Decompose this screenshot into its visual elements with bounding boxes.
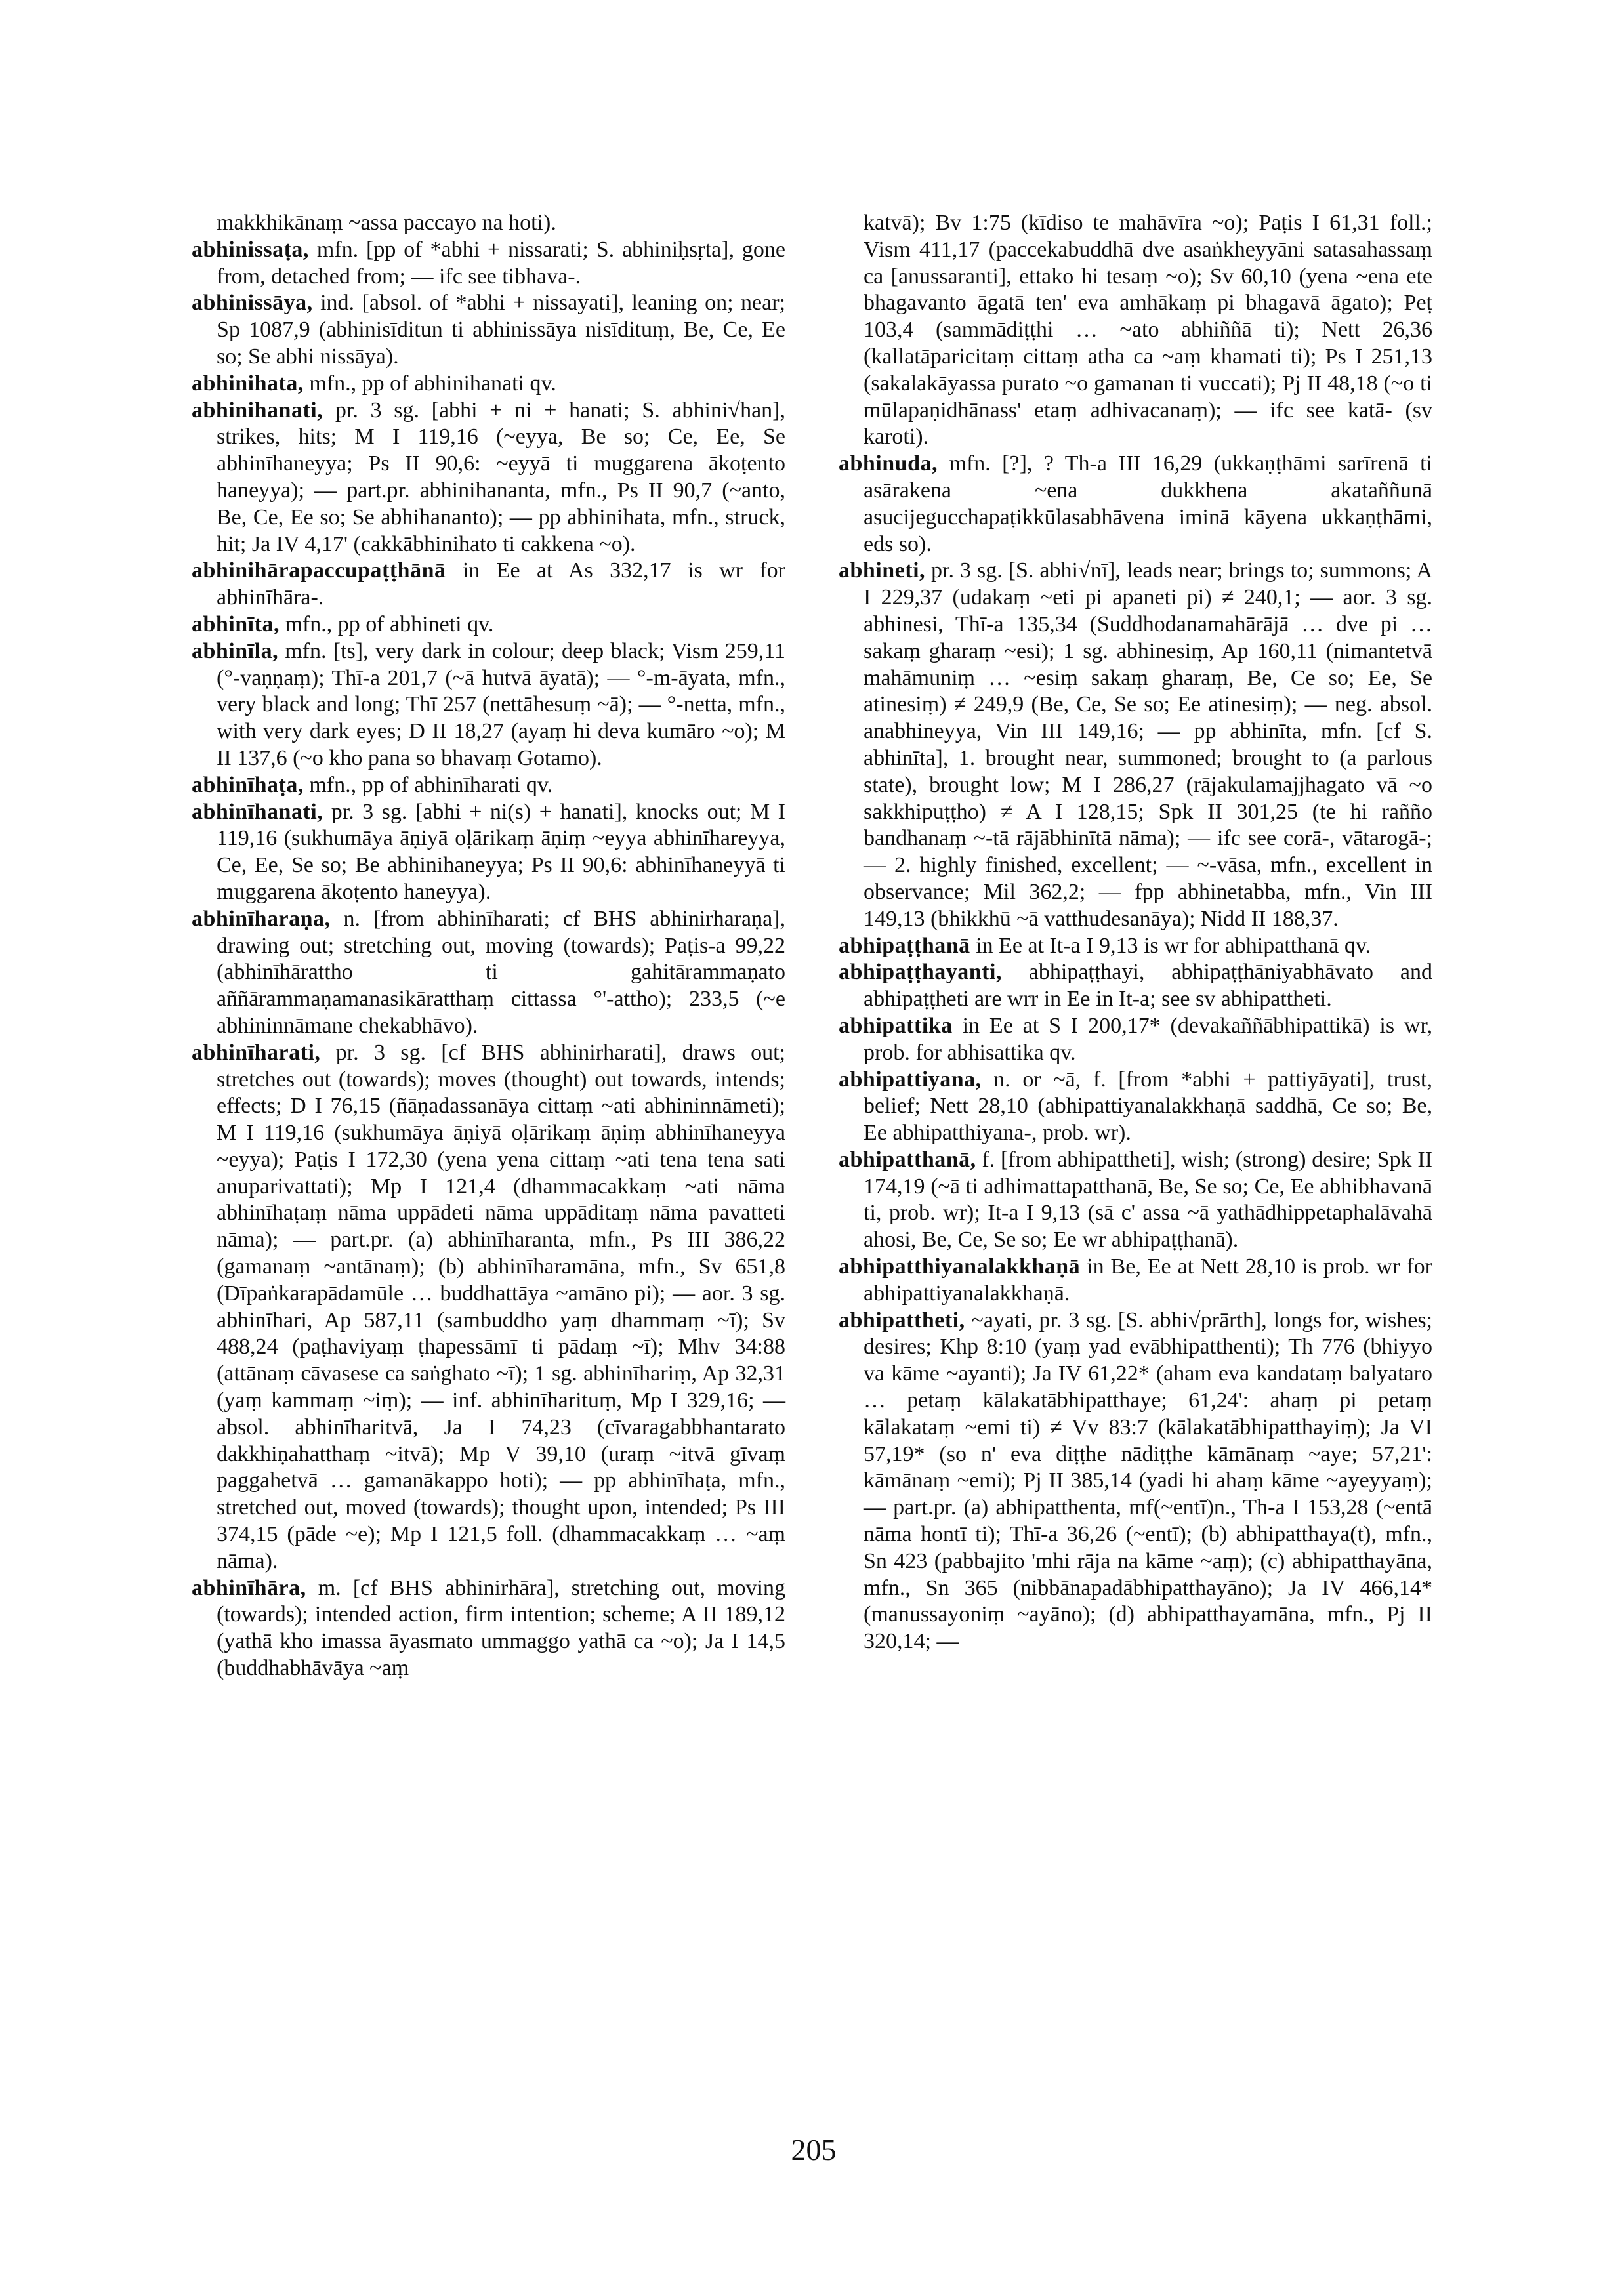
entry-text: makkhikānaṃ ~assa paccayo na hoti).	[217, 211, 556, 235]
entry-text: in Be, Ee at Nett 28,10 is prob. wr for abhipattiyanalakkhaṇā.	[864, 1254, 1432, 1306]
entry-text: n. or ~ā, f. [from *abhi + pattiyāyati], trust, belief; Nett 28,10 (abhipattiyanalakkhaṇā saddhā, Ce so; Be, Ee abhipatthiyana-, prob. wr).	[864, 1067, 1432, 1146]
dictionary-entry	[839, 451, 1432, 558]
entry-text: pr. 3 sg. [abhi + ni(s) + hanati], knocks out; M I 119,16 (sukhumāya āṇiyā oḷārikaṃ āṇiṃ ~eyya abhinīhareyya, Ce, Ee, Se so; Be abhinihaneyya; Ps II 90,6: abhinīhaneyyā ti muggarena ākoṭento haneyya).	[217, 799, 785, 904]
entry-text: n. [from abhinīharati; cf BHS abhinirharaṇa], drawing out; stretching out, moving (towards); Paṭis-a 99,22 (abhinīhārattho ti gahitārammaṇato aññārammaṇamanasikāratthaṃ cittassa °'-attho); 233,5 (~e abhininnāmane chekabhāvo).	[217, 906, 785, 1038]
entry-text: mfn., pp of abhineti qv.	[279, 611, 494, 636]
entry-headword: abhipatthiyanalakkhaṇā	[839, 1254, 1081, 1279]
entry-text: ind. [absol. of *abhi + nissayati], leaning on; near; Sp 1087,9 (abhinisīditun ti abhinissāya nisīdituṃ, Be, Ce, Ee so; Se abhi nissāya).	[217, 291, 785, 369]
entry-headword: abhinīhaṭa,	[192, 772, 304, 797]
dictionary-entry	[192, 237, 785, 291]
right-column	[839, 210, 1432, 1655]
entry-text: mfn. [pp of *abhi + nissarati; S. abhiniḥsṛta], gone from, detached from; — ifc see tibhava-.	[217, 237, 785, 289]
entry-headword: abhipattika	[839, 1013, 953, 1038]
entry-text: pr. 3 sg. [abhi + ni + hanati; S. abhini√han], strikes, hits; M I 119,16 (~eyya, Be so; Ce, Ee, Se abhinīhaneyya; Ps II 90,6: ~eyyā ti muggarena ākoṭento haneyya); — part.pr. abhinihananta, mfn., Ps II 90,7 (~anto, Be, Ce, Ee so; Se abhihananto); — pp abhinihata, mfn., struck, hit; Ja IV 4,17' (cakkābhinihato ti cakkena ~o).	[217, 398, 785, 556]
entry-continuation	[839, 210, 1432, 451]
entry-headword: abhinuda,	[839, 451, 938, 476]
entry-continuation	[192, 210, 785, 237]
entry-headword: abhipattiyana,	[839, 1067, 982, 1092]
entry-headword: abhipatthanā,	[839, 1147, 976, 1172]
entry-headword: abhinihata,	[192, 371, 304, 396]
dictionary-entry	[192, 371, 785, 398]
entry-headword: abhipaṭṭhanā	[839, 933, 970, 958]
entry-text: pr. 3 sg. [cf BHS abhinirharati], draws out; stretches out (towards); moves (thought) out towards, intends; effects; D I 76,15 (ñāṇadassanāya cittaṃ ~ati abhininnāmeti); M I 119,16 (sukhumāya āṇiyā oḷārikaṃ āṇiṃ abhinīhaneyya ~eyya); Paṭis I 172,30 (yena yena cittaṃ ~ati tena tena sati anuparivattati); Mp I 121,4 (dhammacakkaṃ ~ati nāma abhinīhaṭaṃ nāma uppādeti nāma uppāditaṃ nāma pavatteti nāma); — part.pr. (a) abhinīharanta, mfn., Ps III 386,22 (gamanaṃ ~antānaṃ); (b) abhinīharamāna, mfn., Sv 651,8 (Dīpaṅkarapādamūle … buddhattāya ~amāno pi); — aor. 3 sg. abhinīhari, Ap 587,11 (sambuddho yaṃ dhammaṃ ~ī); Sv 488,24 (paṭhaviyaṃ ṭhapessāmī ti pādaṃ ~ī); Mhv 34:88 (attānaṃ cāvasese ca saṅghato ~ī); 1 sg. abhinīhariṃ, Ap 32,31 (yaṃ kammaṃ ~iṃ); — inf. abhinīharituṃ, Mp I 329,16; — absol. abhinīharitvā, Ja I 74,23 (cīvaragabbhantarato dakkhiṇahatthaṃ ~itvā); Mp V 39,10 (uraṃ ~itvā gīvaṃ paggahetvā … gamanākappo hoti); — pp abhinīhaṭa, mfn., stretched out, moved (towards); thought upon, intended; Ps III 374,15 (pāde ~e); Mp I 121,5 foll. (dhammacakkaṃ … ~aṃ nāma).	[217, 1040, 785, 1573]
entry-text: in Ee at As 332,17 is wr for abhinīhāra-.	[217, 558, 785, 610]
dictionary-entry	[839, 1308, 1432, 1655]
entry-headword: abhineti,	[839, 558, 926, 583]
entry-text: in Ee at S I 200,17* (devakaññābhipattikā) is wr, prob. for abhisattika qv.	[864, 1013, 1432, 1065]
dictionary-entry	[192, 906, 785, 1040]
dictionary-entry	[839, 1147, 1432, 1254]
entry-headword: abhinīhāra,	[192, 1575, 306, 1600]
entry-text: mfn. [?], ? Th-a III 16,29 (ukkaṇṭhāmi sarīrenā ti asārakena ~ena dukkhena akataññunā asucijegucchapaṭikkūlasabhāvena iminā kāyena ukkaṇṭhāmi, eds so).	[864, 451, 1432, 556]
entry-headword: abhipattheti,	[839, 1308, 965, 1333]
page-number: 205	[791, 2133, 837, 2166]
entry-headword: abhinihanati,	[192, 398, 323, 423]
entry-text: ~ayati, pr. 3 sg. [S. abhi√prārth], longs for, wishes; desires; Khp 8:10 (yaṃ yad evābhipatthenti); Th 776 (bhiyyo va kāme ~ayanti); Ja IV 61,22* (aham eva kandataṃ balyataro … petaṃ kālakatābhipatthaye; 61,24': ahaṃ pi petaṃ kālakataṃ ~emi ti) ≠ Vv 83:7 (kālakatābhipatthayiṃ); Ja VI 57,19* (so n' eva diṭṭhe nādiṭṭhe kāmānaṃ ~aye; 57,21': kāmānaṃ ~emi); Pj II 385,14 (yadi hi ahaṃ kāme ~ayeyyaṃ); — part.pr. (a) abhipatthenta, mf(~entī)n., Th-a I 153,28 (~entā nāma hontī ti); Thī-a 36,26 (~entī); (b) abhipatthaya(t), mfn., Sn 423 (pabbajito 'mhi rāja na kāme ~aṃ); (c) abhipatthayāna, mfn., Sn 365 (nibbānapadābhipatthayāno); Ja IV 466,14* (manussayoniṃ ~ayāno); (d) abhipatthayamāna, mfn., Pj II 320,14; —	[864, 1308, 1432, 1654]
entry-text: in Ee at It-a I 9,13 is wr for abhipatthanā qv.	[970, 933, 1371, 958]
entry-headword: abhinīhanati,	[192, 799, 323, 824]
entry-headword: abhipaṭṭhayanti,	[839, 960, 1002, 985]
entry-text: pr. 3 sg. [S. abhi√nī], leads near; brings to; summons; A I 229,37 (udakaṃ ~eti pi apaneti pi) ≠ 240,1; — aor. 3 sg. abhinesi, Thī-a 135,34 (Suddhodanamahārājā … dve pi … sakaṃ gharaṃ ~esi); 1 sg. abhinesiṃ, Ap 160,11 (nimantetvā mahāmuniṃ … ~esiṃ sakaṃ gharaṃ, Be, Ce so; Ee, Se atinesiṃ) ≠ 249,9 (Be, Ce, Se so; Ee atinesiṃ); — neg. absol. anabhineyya, Vin III 149,16; — pp abhinīta, mfn. [cf S. abhinīta], 1. brought near, summoned; brought to (a parlous state), brought low; M I 286,27 (rājakulamajjhagato vā ~o sakkhipuṭṭho) ≠ A I 128,15; Spk II 301,25 (te hi rañño bandhanaṃ ~-tā rājābhinītā nāma); — ifc see corā-, vātarogā-; — 2. highly finished, excellent; — ~-vāsa, mfn., excellent in observance; Mil 362,2; — fpp abhinetabba, mfn., Vin III 149,13 (bhikkhū ~ā vatthudesanāya); Nidd II 188,37.	[864, 558, 1432, 931]
dictionary-entry	[192, 558, 785, 611]
dictionary-entry	[192, 1040, 785, 1575]
entry-text: mfn., pp of abhinīharati qv.	[303, 772, 553, 797]
entry-text: katvā); Bv 1:75 (kīdiso te mahāvīra ~o); Paṭis I 61,31 foll.; Vism 411,17 (paccekabuddhā dve asaṅkheyyāni satasahassaṃ ca [anussaranti], ettako hi tesaṃ ~o); Sv 60,10 (yena ~ena ete bhagavanto āgatā ten' eva amhākaṃ pi bhagavā āgato); Peṭ 103,4 (sammādiṭṭhi … ~ato abhiññā ti); Nett 26,36 (kallatāparicitaṃ cittaṃ atha ca ~aṃ khamati ti); Ps I 251,13 (sakalakāyassa purato ~o gamanan ti vuccati); Pj II 48,18 (~o ti mūlapaṇidhānass' etaṃ adhivacanaṃ); — ifc see katā- (sv karoti).	[864, 211, 1432, 449]
entry-headword: abhinissaṭa,	[192, 237, 309, 262]
dictionary-entry	[192, 1575, 785, 1682]
dictionary-entry	[192, 290, 785, 370]
entry-headword: abhinīta,	[192, 611, 280, 636]
entry-headword: abhinīla,	[192, 638, 279, 663]
entry-text: m. [cf BHS abhinirhāra], stretching out, moving (towards); intended action, firm intention; scheme; A II 189,12 (yathā kho imassa āyasmato ummaggo yathā ca ~o); Ja I 14,5 (buddhabhāvāya ~aṃ	[217, 1575, 785, 1681]
left-column	[192, 210, 785, 1682]
dictionary-entry	[192, 611, 785, 638]
entry-text: mfn., pp of abhinihanati qv.	[303, 371, 556, 396]
entry-headword: abhinīharati,	[192, 1040, 321, 1065]
dictionary-entry	[839, 959, 1432, 1013]
dictionary-entry	[839, 558, 1432, 932]
dictionary-entry	[192, 772, 785, 799]
dictionary-entry	[839, 933, 1432, 960]
dictionary-entry	[839, 1067, 1432, 1147]
dictionary-entry	[839, 1013, 1432, 1067]
dictionary-entry	[839, 1254, 1432, 1308]
dictionary-entry	[192, 638, 785, 772]
entry-headword: abhinihārapaccupaṭṭhānā	[192, 558, 446, 583]
entry-headword: abhinīharaṇa,	[192, 906, 331, 931]
dictionary-entry	[192, 398, 785, 558]
dictionary-entry	[192, 799, 785, 906]
entry-text: abhipaṭṭhayi, abhipaṭṭhāniyabhāvato and abhipaṭṭheti are wrr in Ee in It-a; see sv abhipattheti.	[864, 960, 1432, 1012]
entry-text: f. [from abhipattheti], wish; (strong) desire; Spk II 174,19 (~ā ti adhimattapatthanā, Be, Se so; Ce, Ee abhibhavanā ti, prob. wr); It-a I 9,13 (sā c' assa ~ā yathādhippetaphalāvahā ahosi, Be, Ce, Se so; Ee wr abhipaṭṭhanā).	[864, 1147, 1432, 1252]
entry-headword: abhinissāya,	[192, 291, 313, 316]
entry-text: mfn. [ts], very dark in colour; deep black; Vism 259,11 (°-vaṇṇaṃ); Thī-a 201,7 (~ā hutvā āyatā); — °-m-āyata, mfn., very black and long; Thī 257 (nettāhesuṃ ~ā); — °-netta, mfn., with very dark eyes; D II 18,27 (ayaṃ hi deva kumāro ~o); M II 137,6 (~o kho pana so bhavaṃ Gotamo).	[217, 638, 785, 770]
